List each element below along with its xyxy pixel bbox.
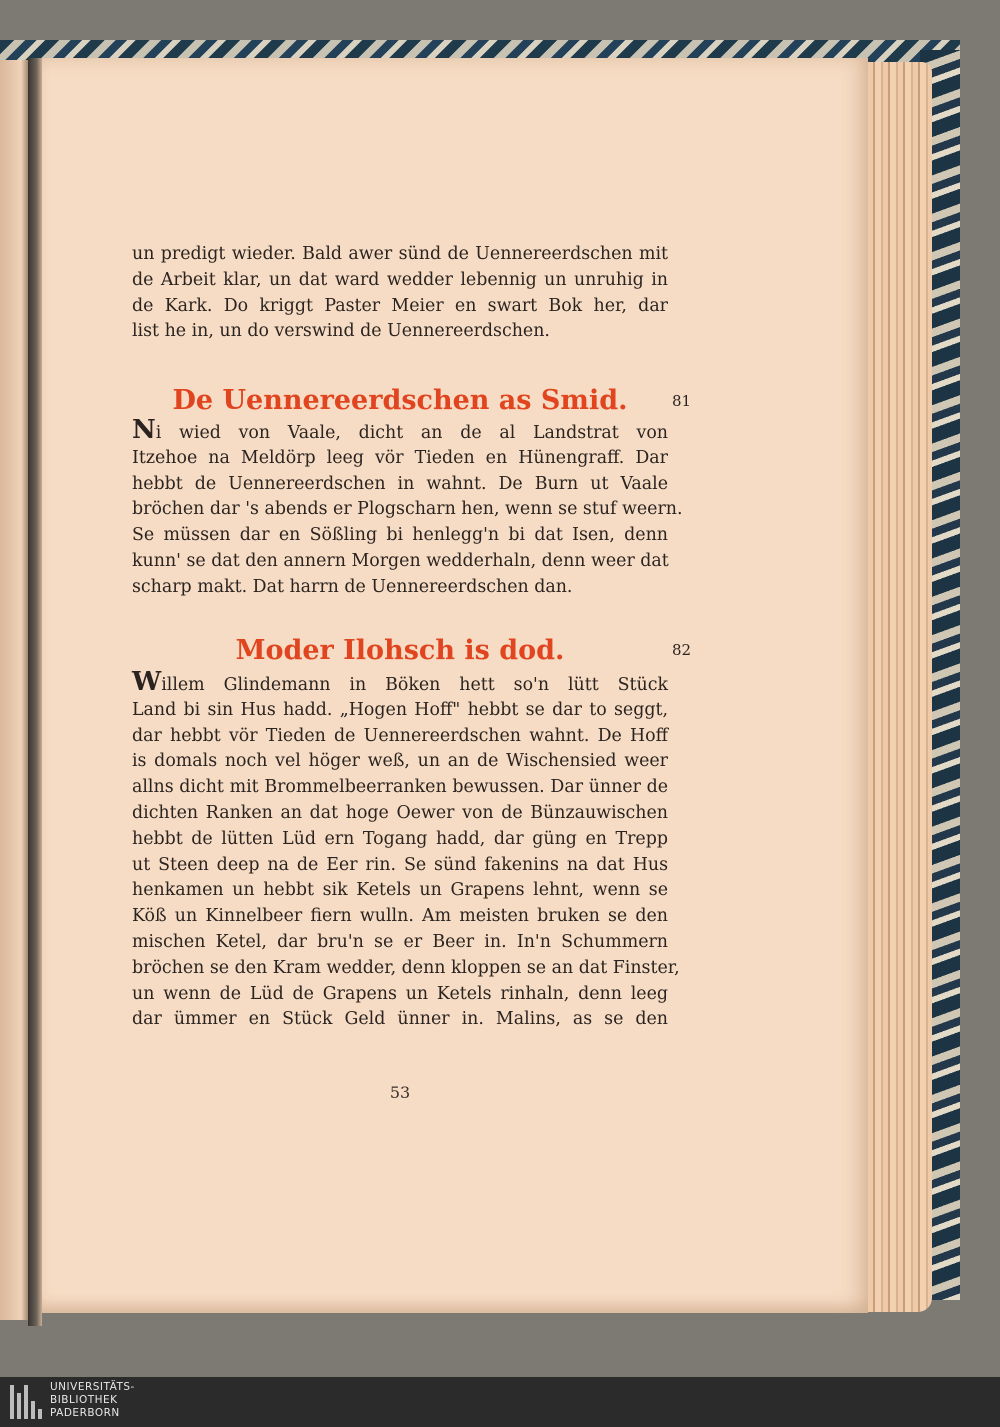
section-heading-ilohsch: Moder Ilohsch is dod.	[235, 635, 565, 666]
text-line-rest: illem Glindemann in Böken hett so'n lütt Stück	[161, 675, 668, 695]
text-line: ut Steen deep na de Eer rin. Se sünd fakenins na dat Hus	[132, 854, 668, 875]
text-line: dichten Ranken an dat hoge Oewer von de Bünzauwischen	[132, 802, 668, 823]
library-name-line: BIBLIOTHEK	[50, 1394, 118, 1406]
text-line: hebbt de Uennereerdschen in wahnt. De Burn ut Vaale	[132, 473, 668, 494]
section-number: 81	[672, 392, 692, 410]
text-line: un wenn de Lüd de Grapens un Ketels rinhaln, denn leeg	[132, 983, 668, 1004]
text-line: is domals noch vel höger weß, un an de Wischensied weer	[132, 751, 668, 772]
text-line: dar ümmer en Stück Geld ünner in. Malins, as se den	[132, 1009, 668, 1030]
text-line: mischen Ketel, dar bru'n se er Beer in. In'n Schummern	[132, 931, 668, 952]
library-name-line: UNIVERSITÄTS-	[50, 1381, 135, 1393]
text-line: Köß un Kinnelbeer fiern wulln. Am meisten bruken se den	[132, 906, 668, 927]
initial-letter: N	[132, 415, 156, 445]
text-line: dar hebbt vör Tieden de Uennereerdschen wahnt. De Hoff	[132, 725, 668, 746]
initial-letter: W	[132, 667, 162, 697]
text-line-rest: i wied von Vaale, dicht an de al Landstrat von	[155, 423, 668, 443]
section-number: 82	[672, 641, 692, 659]
text-line: de Kark. Do kriggt Paster Meier en swart Bok her, dar	[132, 295, 668, 316]
page-number: 53	[389, 1083, 411, 1102]
library-name	[50, 1381, 135, 1420]
library-footer	[0, 1377, 1000, 1427]
text-line: hebbt de lütten Lüd ern Togang hadd, dar güng en Trepp	[132, 828, 668, 849]
text-line	[132, 667, 668, 698]
text-line: Land bi sin Hus hadd. „Hogen Hoff" hebbt se dar to seggt,	[132, 699, 668, 720]
text-line: de Arbeit klar, un dat ward wedder lebennig un unruhig in	[132, 269, 668, 290]
text-line: bröchen dar 's abends er Plogscharn hen, wenn se stuf weern.	[132, 499, 683, 520]
left-page-edge	[0, 60, 30, 1320]
text-line: henkamen un hebbt sik Ketels un Grapens lehnt, wenn se	[132, 880, 668, 901]
text-line: scharp makt. Dat harrn de Uennereerdschen dan.	[132, 576, 573, 597]
page-stack-edges	[860, 62, 932, 1312]
text-line: kunn' se dat den annern Morgen wedderhaln, denn weer dat	[132, 550, 669, 571]
section-heading-smid: De Uennereerdschen as Smid.	[172, 385, 628, 416]
text-line: bröchen se den Kram wedder, denn kloppen se an dat Finster,	[132, 957, 680, 978]
text-line: allns dicht mit Brommelbeerranken bewussen. Dar ünner de	[132, 777, 668, 798]
text-line: list he in, un do verswind de Uennereerdschen.	[132, 321, 550, 342]
text-line: un predigt wieder. Bald awer sünd de Uennereerdschen mit	[132, 244, 668, 264]
library-logo-icon	[10, 1385, 44, 1419]
book-gutter	[28, 58, 42, 1326]
section-paragraph-ilohsch	[132, 667, 680, 1033]
library-name-line: PADERBORN	[50, 1407, 120, 1419]
section-paragraph-smid	[132, 415, 683, 601]
intro-paragraph	[132, 242, 668, 345]
text-line: Se müssen dar en Sößling bi henlegg'n bi dat Isen, denn	[132, 525, 668, 546]
text-line	[132, 415, 668, 446]
text-line: Itzehoe na Meldörp leeg vör Tieden en Hünengraff. Dar	[132, 447, 668, 468]
